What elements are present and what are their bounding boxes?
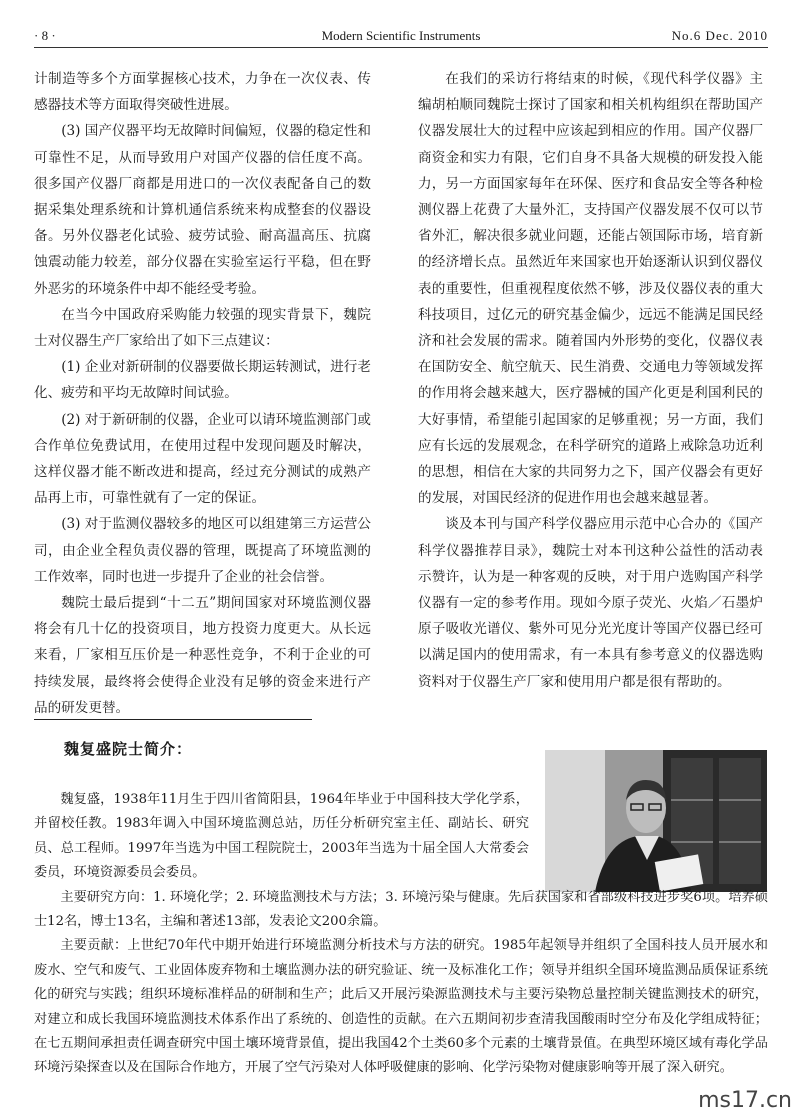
paragraph: 谈及本刊与国产科学仪器应用示范中心合办的《国产科学仪器推荐目录》，魏院士对本刊这种公益性的活动表示赞许，认为是一种客观的反映，对于用户选购国产科学仪器有一定的参考作用。现如今原子荧光、火焰／石墨炉原子吸收光谱仪、紫外可见分光光度计等国产仪器已经可以满足国内的使用需求，有一本具有参考意义的仪器选购资料对于仪器生产厂家和使用用户都是很有帮助的。 (418, 516, 763, 690)
left-column (34, 66, 371, 721)
bio-paragraph: 主要贡献：上世纪70年代中期开始进行环境监测分析技术与方法的研究。1985年起领导并组织了全国科技人员开展水和废水、空气和废气、工业固体废弃物和土壤监测办法的研究验证、统一及标准化工作；领导并组织全国环境监测品质保证系统化的研究与实践；组织环境标准样品的研制和生产；此后又开展污染源监测技术与主要污染物总量控制关键监测技术的研究，对建立和成长我国环境监测技术体系作出了系统的、创造性的贡献。在六五期间初步查清我国酸雨时空分布及化学组成特征；在七五期间承担责任调查研究中国土壤环境背景值，提出我国42个土类60多个元素的土壤背景值。在典型环境区域有毒化学品环境污染探查以及在国际合作地方，开展了空气污染对人体呼吸健康的影响、化学污染物对健康影响等开展了深入研究。 (34, 938, 768, 1076)
issue-info: No.6 Dec. 2010 (671, 28, 768, 43)
journal-title: Modern Scientific Instruments (321, 28, 481, 43)
paragraph: 在当今中国政府采购能力较强的现实背景下，魏院士对仪器生产厂家给出了如下三点建议： (34, 306, 371, 350)
section-divider (34, 719, 312, 720)
page-number: · 8 · (34, 28, 56, 43)
site-watermark: ms17.cn (698, 1088, 792, 1113)
running-header (34, 27, 768, 48)
bio-paragraph: 主要研究方向：1. 环境化学；2. 环境监测技术与方法；3. 环境污染与健康。先后获国家和省部级科技进步奖6项。培养硕士12名，博士13名，主编和著述13部，发表论文200余篇。 (34, 889, 768, 930)
bio-title: 魏复盛院士简介： (64, 740, 193, 758)
right-column (418, 66, 763, 695)
paragraph: (3) 对于监测仪器较多的地区可以组建第三方运营公司，由企业全程负责仪器的管理，既提高了环境监测的工作效率，同时也进一步提升了企业的社会信誉。 (34, 516, 371, 585)
paragraph: (2) 对于新研制的仪器，企业可以请环境监测部门或合作单位免费试用，在使用过程中发现问题及时解决，这样仪器才能不断改进和提高，经过充分测试的成熟产品再上市，可靠性就有了一定的保证。 (34, 411, 371, 507)
bio-paragraph: 魏复盛，1938年11月生于四川省简阳县，1964年毕业于中国科技大学化学系，并留校任教。1983年调入中国环境监测总站，历任分析研究室主任、副站长、研究员、总工程师。1997年当选为中国工程院院士，2003年当选为十届全国人大常委会委员，环境资源委员会委员。 (34, 792, 529, 881)
paragraph: (3) 国产仪器平均无故障时间偏短，仪器的稳定性和可靠性不足，从而导致用户对国产仪器的信任度不高。很多国产仪器厂商都是用进口的一次仪表配备自己的数据采集处理系统和计算机通信系统来构成整套的仪器设备。另外仪器老化试验、疲劳试验、耐高温高压、抗腐蚀震动能力较差，部分仪器在实验室运行平稳，但在野外恶劣的环境条件中却不能经受考验。 (34, 123, 371, 297)
paragraph: 在我们的采访行将结束的时候，《现代科学仪器》主编胡柏顺同魏院士探讨了国家和相关机构组织在帮助国产仪器发展壮大的过程中应该起到相应的作用。国产仪器厂商资金和实力有限，它们自身不具备大规模的研发投入能力，另一方面国家每年在环保、医疗和食品安全等各种检测仪器上花费了大量外汇，支持国产仪器发展不仅可以节省外汇，解决很多就业问题，还能占领国际市场，培育新的经济增长点。虽然近年来国家也开始逐渐认识到仪器仪表的重要性，但重视程度依然不够，涉及仪器仪表的重大科技项目，过亿元的研究基金偏少，远远不能满足国民经济和社会发展的需求。随着国内外形势的变化，仪器仪表在国防安全、航空航天、民生消费、交通电力等领域发挥的作用将会越来越大，医疗器械的国产化更是利国利民的大好事情，希望能引起国家的足够重视；另一方面，我们应有长远的发展观念，在科学研究的道路上戒除急功近利的思想，相信在大家的共同努力之下，国产仪器会有更好的发展，对国民经济的促进作用也会越来越显著。 (418, 71, 763, 507)
paragraph: 计制造等多个方面掌握核心技术，力争在一次仪表、传感器技术等方面取得突破性进展。 (34, 71, 371, 114)
paragraph: 魏院士最后提到“十二五”期间国家对环境监测仪器将会有几十亿的投资项目，地方投资力度更大。从长远来看，厂家相互压价是一种恶性竞争，不利于企业的可持续发展，最终将会使得企业没有足够的资金来进行产品的研发更替。 (34, 595, 371, 716)
bio-body (34, 788, 768, 1081)
paragraph: (1) 企业对新研制的仪器要做长期运转测试，进行老化、疲劳和平均无故障时间试验。 (34, 359, 371, 402)
